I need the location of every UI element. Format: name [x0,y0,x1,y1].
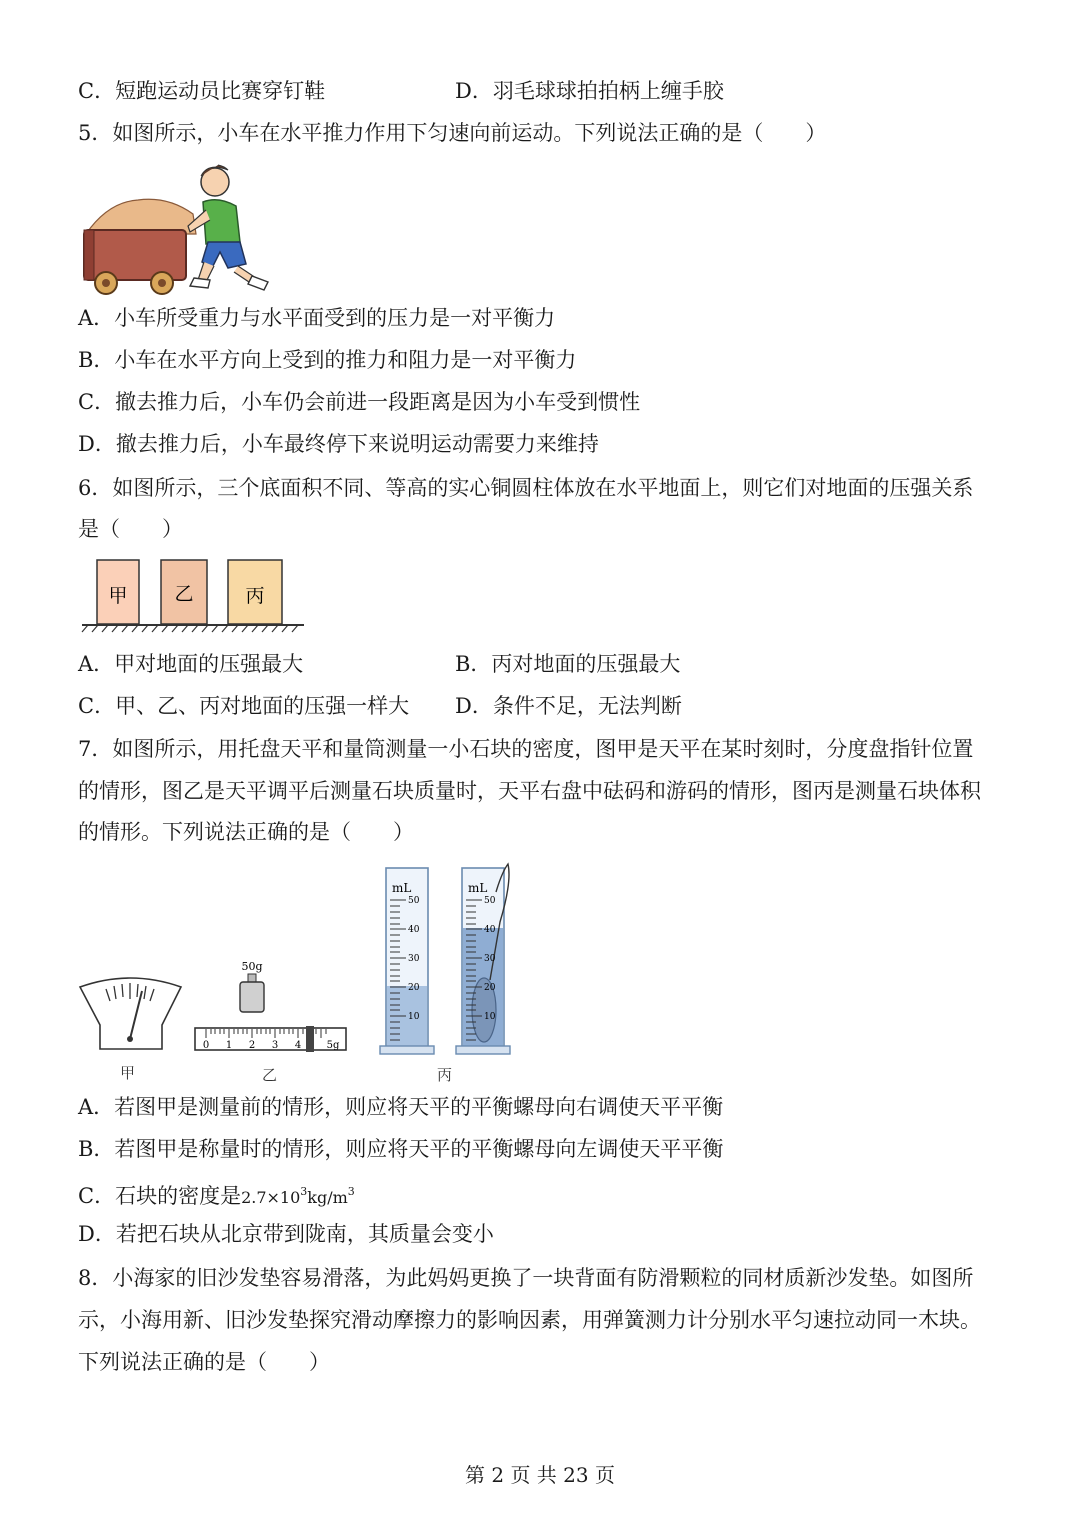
cyl1-tick-40: 40 [408,925,420,935]
q7-figure-jia-dial [78,975,183,1053]
rider-slider [306,1026,314,1052]
ground-hatching [82,625,298,632]
weight-50g [240,982,264,1012]
q5-figure-cart [78,162,278,297]
cyl2-tick-30: 30 [484,954,496,964]
q7-option-c-unit-exp: 3 [347,1185,355,1198]
q7-stem-line1: 7．如图所示，用托盘天平和量筒测量一小石块的密度，图甲是天平在某时刻时，分度盘指针位置 [78,737,974,761]
q7-option-c [78,1178,355,1212]
q6-option-d: D．条件不足，无法判断 [455,694,682,718]
weight-and-rider-scale [193,958,348,1053]
q8-stem-line2: 示，小海用新、旧沙发垫探究滑动摩擦力的影响因素，用弹簧测力计分别水平匀速拉动同一木块。 [78,1308,981,1332]
q7-caption-jia: 甲 [120,1064,136,1082]
cylinder1-unit: mL [392,881,412,895]
q7-option-c-unit: kg/m [307,1188,348,1207]
rider-tick-2: 2 [248,1040,256,1051]
q6-option-a: A．甲对地面的压强最大 [78,652,304,676]
rider-tick-0: 0 [202,1040,210,1051]
q7-caption-bing: 丙 [437,1066,453,1084]
q6-option-b: B．丙对地面的压强最大 [455,652,681,676]
balance-pointer-dial [78,975,183,1053]
weight-label: 50g [241,960,263,973]
q7-option-c-exp: 3 [300,1185,308,1198]
q7-option-a: A．若图甲是测量前的情形，则应将天平的平衡螺母向右调使天平平衡 [78,1095,724,1119]
label-jia: 甲 [108,585,128,607]
q5-option-c: C．撤去推力后，小车仍会前进一段距离是因为小车受到惯性 [78,390,641,414]
graduated-cylinders [378,862,518,1060]
cyl1-tick-20: 20 [408,983,420,993]
q7-stem-line3: 的情形。下列说法正确的是（ ） [78,820,414,844]
q5-option-d: D．撤去推力后，小车最终停下来说明运动需要力来维持 [78,432,599,456]
cyl2-tick-40: 40 [484,925,496,935]
label-bing: 丙 [245,585,265,607]
q8-stem-line1: 8．小海家的旧沙发垫容易滑落，为此妈妈更换了一块背面有防滑颗粒的同材质新沙发垫。如图所 [78,1266,974,1290]
q7-option-c-prefix: C．石块的密度是 [78,1184,242,1208]
cyl2-tick-10: 10 [484,1012,496,1022]
rider-tick-4: 4 [294,1040,302,1051]
cylinder2-unit: mL [468,881,488,895]
rider-tick-5: 5g [326,1040,340,1051]
q7-caption-yi: 乙 [262,1066,278,1084]
cart-pushing-illustration [78,162,278,297]
q7-option-c-value: 2.7×10 [241,1188,301,1207]
copper-cylinders-diagram [78,556,308,636]
q6-stem-line1: 6．如图所示，三个底面积不同、等高的实心铜圆柱体放在水平地面上，则它们对地面的压强关系 [78,476,974,500]
q5-option-b: B．小车在水平方向上受到的推力和阻力是一对平衡力 [78,348,577,372]
q5-stem: 5．如图所示，小车在水平推力作用下匀速向前运动。下列说法正确的是（ ） [78,121,827,145]
q6-figure-cylinders [78,556,308,636]
q7-stem-line2: 的情形，图乙是天平调平后测量石块质量时，天平右盘中砝码和游码的情形，图丙是测量石块体积 [78,779,981,803]
page-footer: 第 2 页 共 23 页 [465,1463,615,1487]
q7-figure-yi-weights [193,958,348,1053]
q4-option-d: D．羽毛球球拍拍柄上缠手胶 [455,79,724,103]
q4-option-c: C．短跑运动员比赛穿钉鞋 [78,79,326,103]
q6-stem-line2: 是（ ） [78,517,183,541]
q8-stem-line3: 下列说法正确的是（ ） [78,1350,330,1374]
cyl2-tick-50: 50 [484,896,496,906]
cyl1-tick-30: 30 [408,954,420,964]
cyl1-tick-10: 10 [408,1012,420,1022]
q6-option-c: C．甲、乙、丙对地面的压强一样大 [78,694,410,718]
q7-figure-bing-cylinders [378,862,518,1060]
q7-option-d: D．若把石块从北京带到陇南，其质量会变小 [78,1222,494,1246]
rider-tick-1: 1 [225,1040,233,1051]
q5-option-a: A．小车所受重力与水平面受到的压力是一对平衡力 [78,306,556,330]
rider-tick-3: 3 [271,1040,279,1051]
cyl2-tick-20: 20 [484,983,496,993]
label-yi: 乙 [174,583,194,605]
cyl1-tick-50: 50 [408,896,420,906]
q7-option-b: B．若图甲是称量时的情形，则应将天平的平衡螺母向左调使天平平衡 [78,1137,724,1161]
